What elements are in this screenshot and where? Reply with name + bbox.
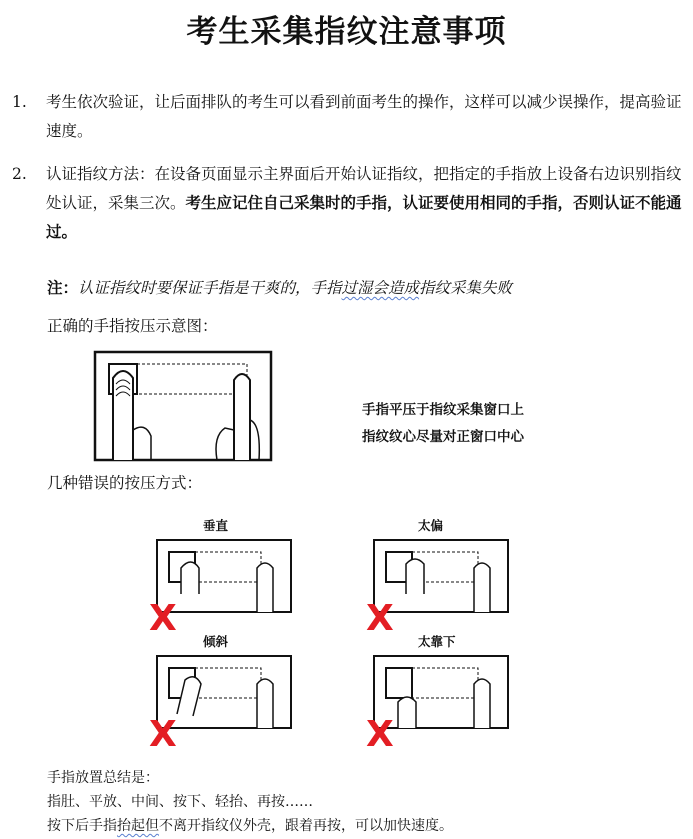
note xyxy=(47,276,512,298)
correct-press-figure xyxy=(93,350,273,462)
wrong-label-tilted: 倾斜 xyxy=(203,634,229,649)
wrong-example-too-low xyxy=(362,654,512,755)
note-label: 注： xyxy=(47,279,79,297)
correct-hint-1: 手指平压于指纹采集窗口上 xyxy=(362,402,524,418)
item-text: 认证指纹方法：在设备页面显示主界面后开始认证指纹，把指定的手指放上设备右边识别指纹处认证，采集三次。 xyxy=(46,165,682,212)
wrong-label-too-low: 太靠下 xyxy=(418,634,456,649)
wrong-mark: X xyxy=(149,714,177,755)
summary-heading: 手指放置总结是： xyxy=(47,770,159,786)
note-marked-text: 过湿会造成 xyxy=(341,279,420,297)
wrong-mark: X xyxy=(149,598,177,639)
wrong-mark: X xyxy=(366,714,394,755)
summary-line-1: 指肚、平放、中间、按下、轻抬、再按…… xyxy=(47,794,313,810)
wrong-heading: 几种错误的按压方式： xyxy=(47,474,203,492)
wrong-label-vertical: 垂直 xyxy=(203,518,229,533)
wrong-label-offset: 太偏 xyxy=(418,518,444,533)
summary-line-2 xyxy=(47,815,453,835)
item-number: 1. xyxy=(12,93,27,111)
wrong-example-offset xyxy=(362,538,512,639)
correct-heading: 正确的手指按压示意图： xyxy=(47,317,218,335)
item-text: 考生依次验证，让后面排队的考生可以看到前面考生的操作，这样可以减少误操作，提高验证速度。 xyxy=(46,93,682,140)
summary-line-2-start: 按下后手指 xyxy=(47,818,117,834)
wrong-example-vertical xyxy=(145,538,295,639)
instruction-item-1 xyxy=(12,88,692,146)
item-body xyxy=(46,160,692,247)
summary-line-2-marked: 抬起但 xyxy=(117,818,159,834)
instruction-item-2 xyxy=(12,160,692,247)
page-title: 考生采集指纹注意事项 xyxy=(186,14,507,50)
item-number: 2. xyxy=(12,165,27,183)
wrong-example-tilted xyxy=(145,654,295,755)
note-text: 认证指纹时要保证手指是干爽的，手指过湿会造成指纹采集失败 xyxy=(78,279,513,297)
item-emphasis-text: 考生应记住自己采集时的手指，认证要使用相同的手指，否则认证不能通过。 xyxy=(46,194,682,241)
correct-hint-2: 指纹纹心尽量对正窗口中心 xyxy=(362,429,524,445)
summary-line-2-end: 不离开指纹仪外壳，跟着再按，可以加快速度。 xyxy=(159,818,453,834)
wrong-mark: X xyxy=(366,598,394,639)
